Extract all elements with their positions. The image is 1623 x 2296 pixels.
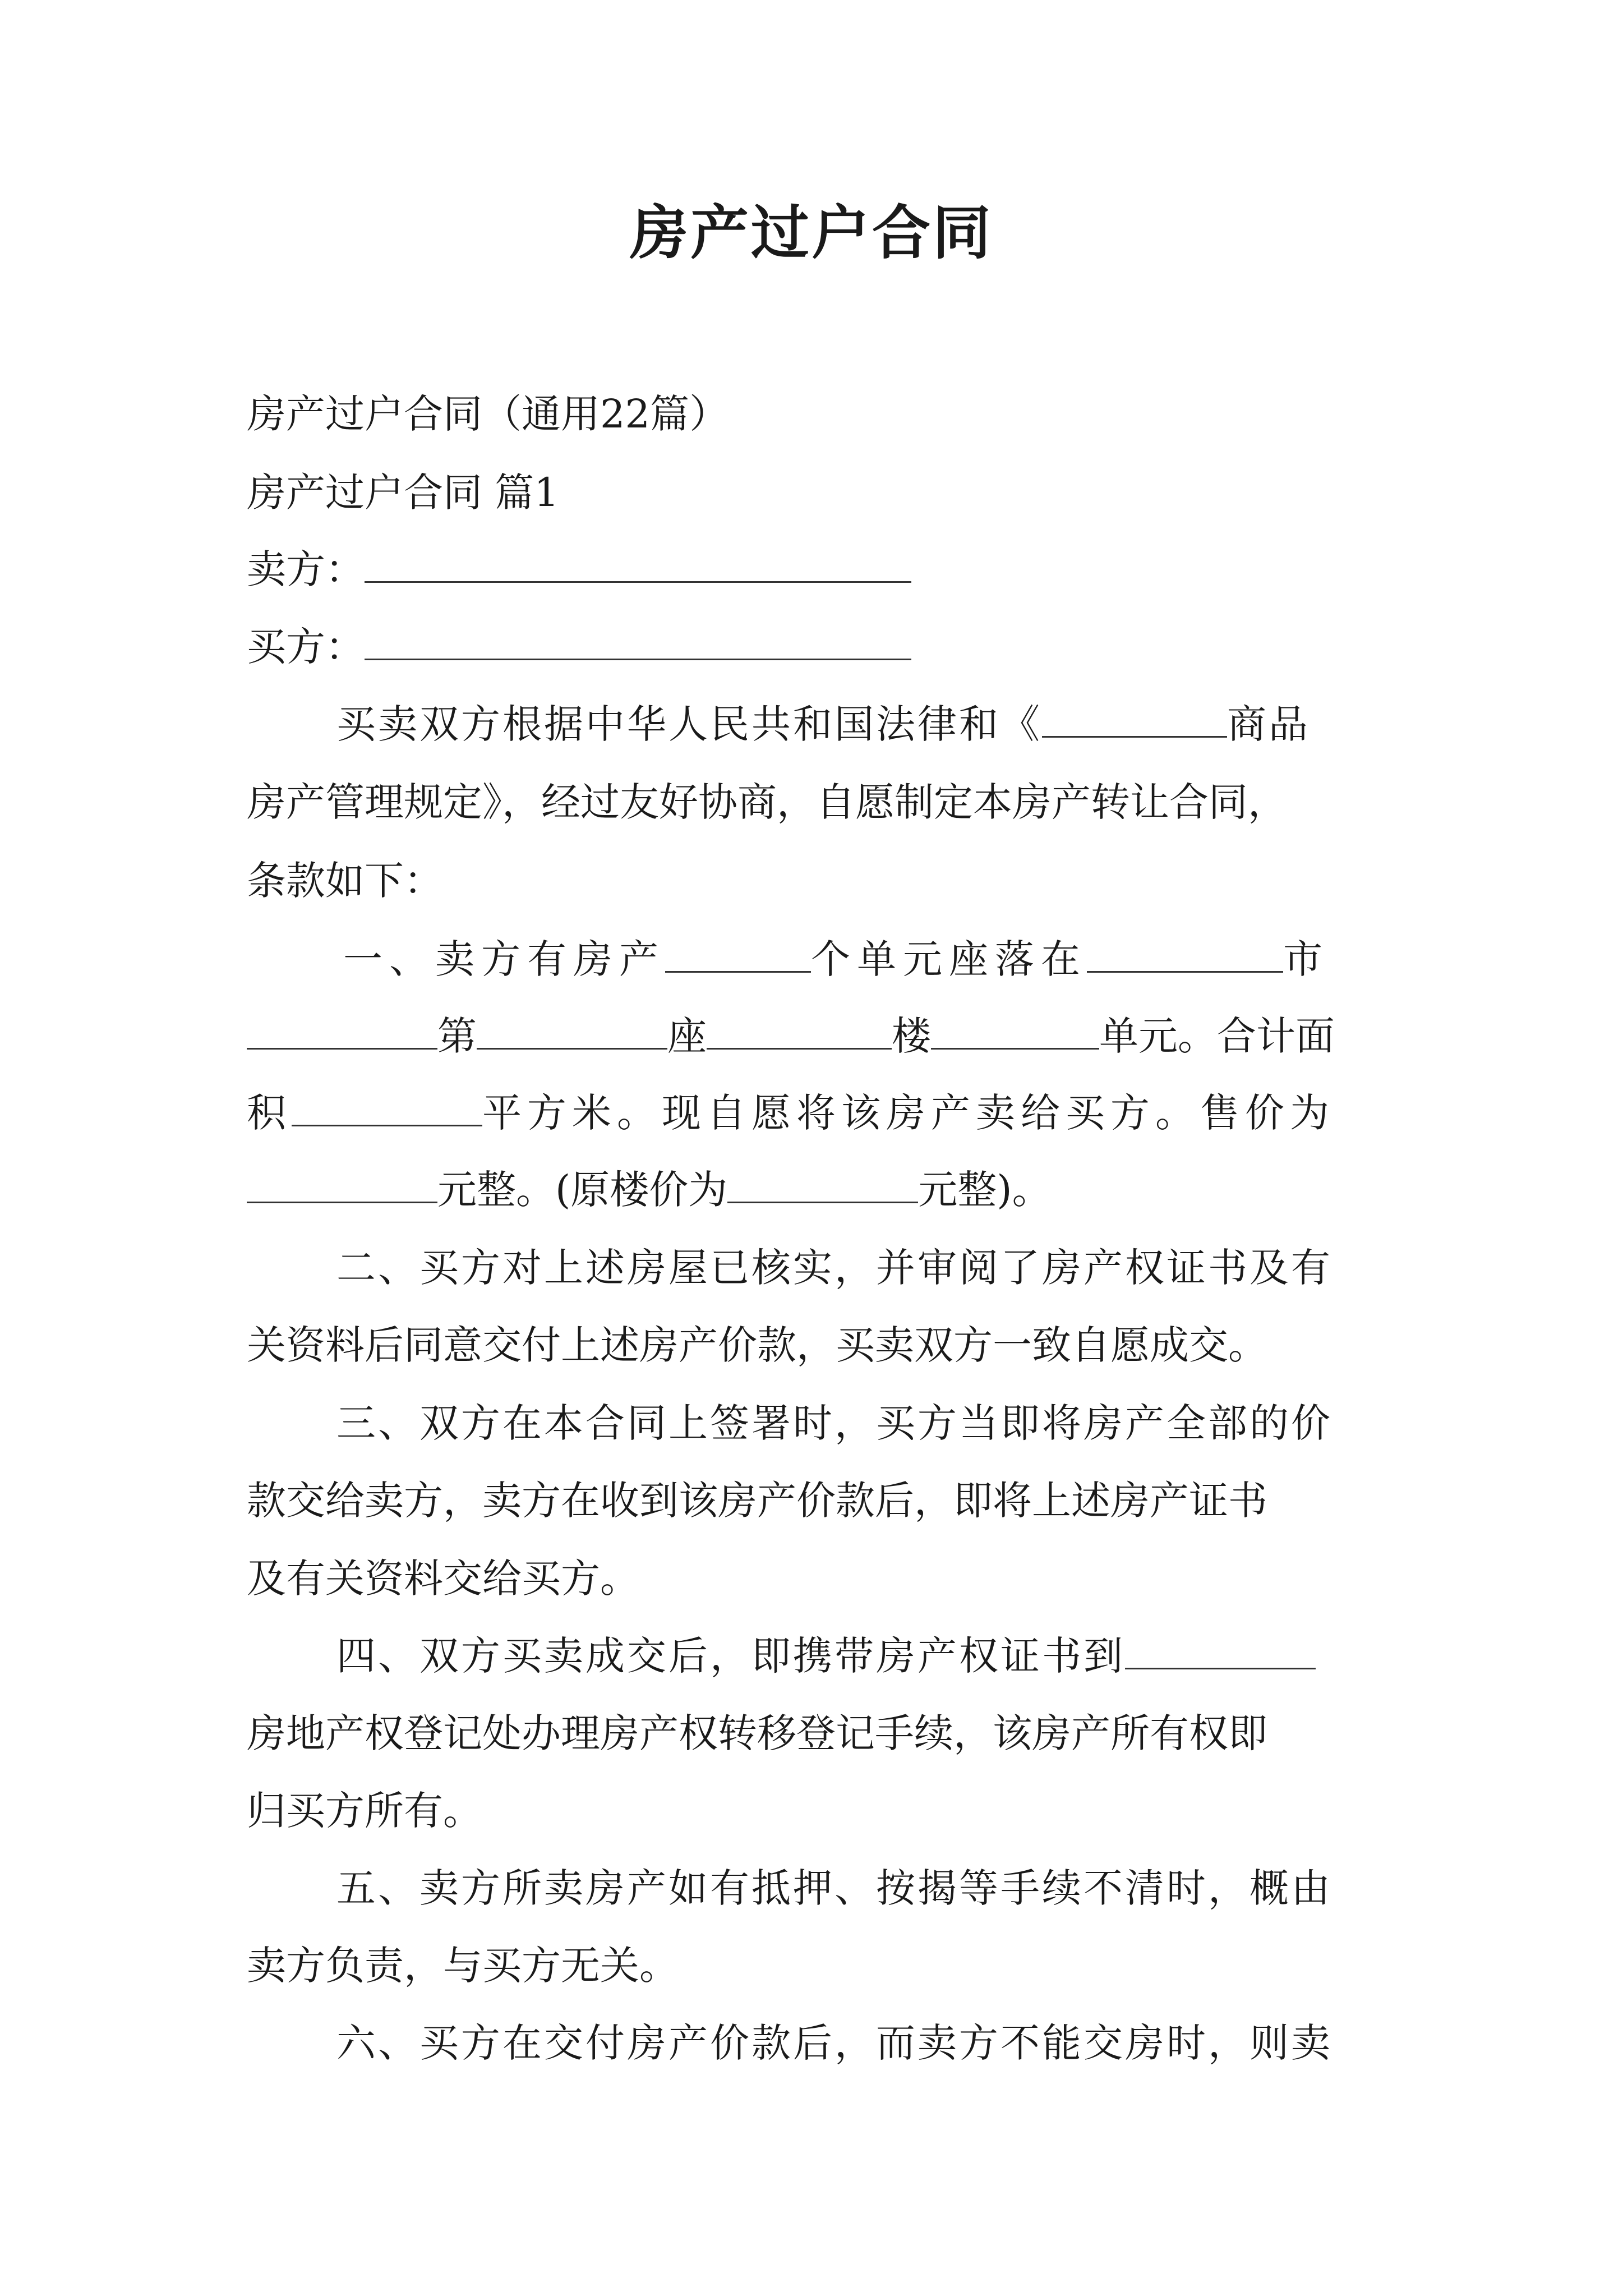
clause4-line-1 xyxy=(336,1628,1486,1684)
document-title: 房产过户合同 xyxy=(629,198,993,267)
clause1-line-4 xyxy=(247,1162,1396,1218)
clause1-line-2 xyxy=(247,1008,1396,1064)
clause1-text-f: 楼 xyxy=(892,1013,931,1059)
intro-text-b: 商品 xyxy=(1227,701,1310,747)
clause3-line-2: 款交给卖方，卖方在收到该房产价款后，即将上述房产证书 xyxy=(247,1478,1267,1524)
clause2-line-1: 二、买方对上述房屋已核实，并审阅了房产权证书及有 xyxy=(336,1245,1332,1291)
intro-text-a: 买卖双方根据中华人民共和国法律和《 xyxy=(336,701,1042,747)
unit-blank xyxy=(931,1009,1099,1050)
original-price-blank xyxy=(727,1162,918,1203)
clause1-text-g: 单元。合计面 xyxy=(1099,1013,1335,1059)
clause1-text-d: 第 xyxy=(437,1013,477,1059)
units-blank xyxy=(665,932,811,973)
clause1-text-c: 市 xyxy=(1283,936,1329,982)
clause1-text-k: 元整)。 xyxy=(918,1167,1052,1213)
buyer-label: 买方： xyxy=(247,624,365,670)
clause1-text-a: 一、卖方有房产 xyxy=(343,936,665,982)
clause3-line-3: 及有关资料交给买方。 xyxy=(247,1556,639,1602)
clause3-line-1: 三、双方在本合同上签署时，买方当即将房产全部的价 xyxy=(336,1400,1332,1446)
clause2-line-2: 关资料后同意交付上述房产价款，买卖双方一致自愿成交。 xyxy=(247,1322,1267,1368)
section-heading: 房产过户合同 篇1 xyxy=(247,470,559,516)
buyer-blank xyxy=(365,619,911,660)
subtitle: 房产过户合同（通用22篇） xyxy=(247,391,729,437)
clause4-line-2: 房地产权登记处办理房产权转移登记手续，该房产所有权即 xyxy=(247,1710,1267,1756)
block-blank xyxy=(477,1009,667,1050)
seller-line xyxy=(247,541,1396,597)
clause1-line-1 xyxy=(343,931,1398,987)
intro-line-1 xyxy=(336,696,1396,752)
clause1-text-i: 平方米。现自愿将该房产卖给买方。售价为 xyxy=(482,1090,1335,1136)
building-blank xyxy=(707,1009,892,1050)
regulation-blank xyxy=(1042,697,1227,738)
seller-label: 卖方： xyxy=(247,546,365,592)
clause5-line-2: 卖方负责，与买方无关。 xyxy=(247,1943,679,1989)
clause1-text-e: 座 xyxy=(667,1013,707,1059)
district-blank xyxy=(247,1009,437,1050)
seller-blank xyxy=(365,542,911,583)
area-blank xyxy=(292,1085,482,1126)
price-blank xyxy=(247,1162,437,1203)
intro-line-2: 房产管理规定》，经过友好协商，自愿制定本房产转让合同， xyxy=(247,779,1287,825)
clause4-line-3: 归买方所有。 xyxy=(247,1788,482,1834)
intro-line-3: 条款如下： xyxy=(247,858,443,904)
city-blank xyxy=(1087,932,1283,973)
buyer-line xyxy=(247,619,1396,675)
clause6-line-1: 六、买方在交付房产价款后，而卖方不能交房时，则卖 xyxy=(336,2020,1332,2066)
clause4-text-a: 四、双方买卖成交后，即携带房产权证书到 xyxy=(336,1633,1125,1679)
registry-blank xyxy=(1125,1628,1316,1669)
clause1-text-h: 积 xyxy=(247,1090,292,1136)
clause1-text-b: 个单元座落在 xyxy=(811,936,1087,982)
clause1-line-3 xyxy=(247,1085,1396,1141)
clause5-line-1: 五、卖方所卖房产如有抵押、按揭等手续不清时，概由 xyxy=(336,1865,1332,1911)
clause1-text-j: 元整。(原楼价为 xyxy=(437,1167,728,1213)
